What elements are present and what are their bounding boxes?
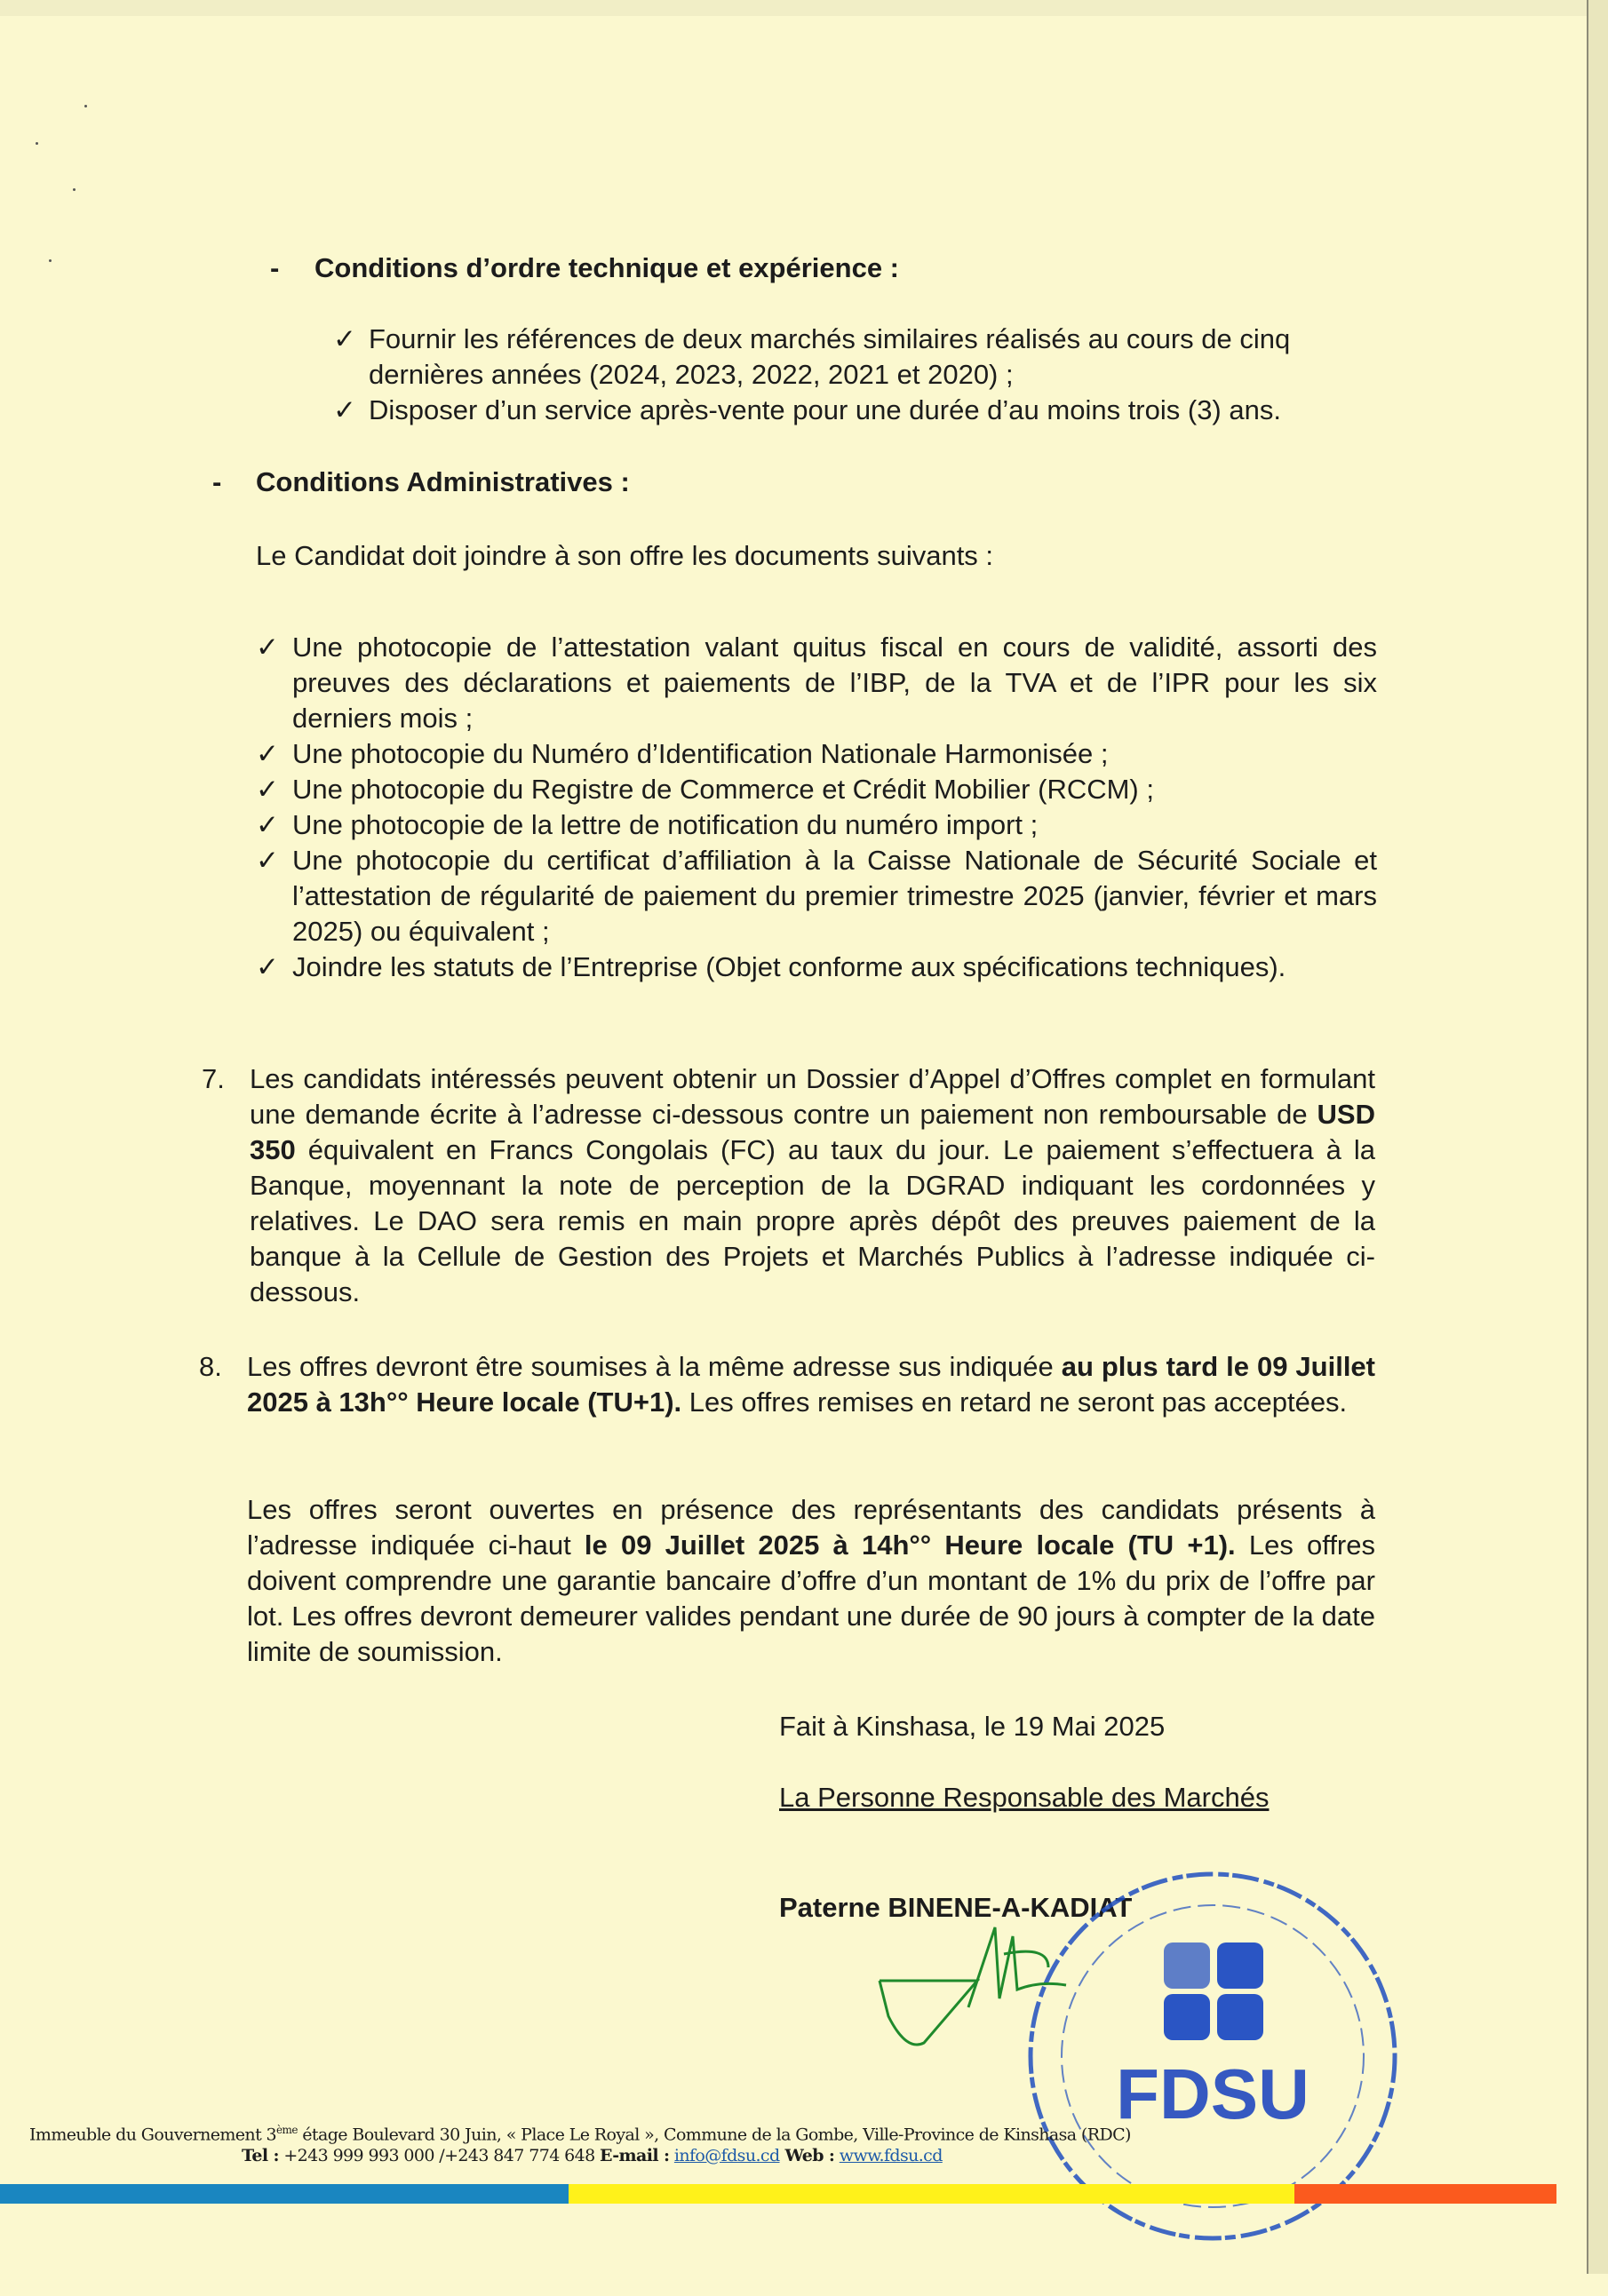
footer-contact [242, 2144, 943, 2167]
text: Les candidats intéressés peuvent obtenir un Dossier d’Appel d’Offres complet en formulant une demande écrite à l’adresse ci-dessous contre un paiement non remboursable de [250, 1063, 1375, 1130]
section-8-number: 8. [199, 1351, 222, 1382]
speck [84, 105, 87, 107]
check-icon: ✓ [256, 809, 279, 840]
section-8-opening [247, 1492, 1375, 1670]
submission-deadline: au plus tard le 09 Juillet 2025 à 13h°° Heure locale (TU+1). [247, 1351, 1375, 1418]
list-item [256, 736, 1377, 772]
technical-heading: Conditions d’ordre technique et expérience : [314, 252, 899, 283]
check-icon: ✓ [256, 845, 279, 876]
text: équivalent en Francs Congolais (FC) au taux du jour. Le paiement s’effectuera à la Banque, moyennant la note de perception de la DGRAD indiquant les cordonnées y relatives. Le DAO sera remis en main propre après dépôt des preuves paiement de la banque à la Cellule de Gestion des Projets et Marchés Publics à l’adresse indiquée ci-dessous. [250, 1134, 1375, 1307]
section-7-text [250, 1061, 1375, 1310]
web-label: Web : [779, 2146, 835, 2165]
website-link[interactable]: www.fdsu.cd [839, 2146, 943, 2165]
administrative-list [256, 630, 1377, 985]
speck [73, 188, 76, 191]
administrative-heading: Conditions Administratives : [256, 466, 630, 497]
check-icon: ✓ [256, 774, 279, 805]
list-item [256, 843, 1377, 949]
list-item-text: Une photocopie de l’attestation valant quitus fiscal en cours de validité, assorti des preuves des déclarations et paiements de l’IBP, de la TVA et de l’IPR pour les six derniers mois ; [292, 632, 1377, 734]
text: Immeuble du Gouvernement 3 [29, 2125, 277, 2145]
list-item [256, 807, 1377, 843]
speck [36, 142, 38, 145]
page-right-edge [1587, 0, 1608, 2274]
speck [49, 259, 52, 262]
email-link[interactable]: info@fdsu.cd [673, 2146, 780, 2165]
administrative-intro: Le Candidat doit joindre à son offre les documents suivants : [256, 540, 994, 571]
page-top-edge [0, 0, 1608, 16]
flag-stripe-orange [1294, 2184, 1556, 2204]
section-7-number: 7. [202, 1063, 225, 1094]
technical-list [333, 322, 1390, 428]
fee-amount: USD 350 [250, 1099, 1375, 1165]
bullet-dash: - [270, 252, 280, 283]
text: ème [276, 2124, 298, 2136]
text: Les offres remises en retard ne seront pas acceptées. [681, 1386, 1348, 1418]
check-icon: ✓ [256, 738, 279, 769]
flag-stripe-blue [0, 2184, 569, 2204]
email-label: E-mail : [600, 2146, 670, 2165]
text: Les offres devront être soumises à la même adresse sus indiquée [247, 1351, 1062, 1382]
opening-date: le 09 Juillet 2025 à 14h°° Heure locale (TU +1). [584, 1529, 1236, 1561]
list-item-text: Une photocopie du certificat d’affiliation à la Caisse Nationale de Sécurité Sociale et l’attestation de régularité de paiement du premier trimestre 2025 (janvier, février et mars 2025) ou équivalent ; [292, 845, 1377, 947]
list-item [333, 393, 1390, 428]
list-item [256, 630, 1377, 736]
list-item [333, 322, 1390, 393]
check-icon: ✓ [256, 632, 279, 663]
handwritten-signature [871, 1919, 1084, 2052]
bullet-dash: - [212, 466, 222, 497]
text: étage Boulevard 30 Juin, « Place Le Royal », Commune de la Gombe, Ville-Province de Kinshasa (RDC) [297, 2125, 1131, 2145]
list-item-text: Une photocopie du Numéro d’Identification Nationale Harmonisée ; [292, 738, 1109, 769]
list-item-text: Disposer d’un service après-vente pour une durée d’au moins trois (3) ans. [369, 394, 1281, 425]
list-item [256, 949, 1377, 985]
list-item-text: Une photocopie du Registre de Commerce et Crédit Mobilier (RCCM) ; [292, 774, 1154, 805]
check-icon: ✓ [256, 951, 279, 982]
tel-label: Tel : [242, 2146, 279, 2165]
list-item-text: Joindre les statuts de l’Entreprise (Objet conforme aux spécifications techniques). [292, 951, 1286, 982]
signatory-title: La Personne Responsable des Marchés [779, 1782, 1270, 1813]
list-item-text: Fournir les références de deux marchés similaires réalisés au cours de cinq dernières années (2024, 2023, 2022, 2021 et 2020) ; [369, 323, 1291, 390]
list-item-text: Une photocopie de la lettre de notification du numéro import ; [292, 809, 1039, 840]
signatory-name: Paterne BINENE-A-KADIAT [779, 1892, 1133, 1923]
phone-numbers: +243 999 993 000 /+243 847 774 648 [278, 2146, 601, 2165]
flag-stripe-yellow [569, 2184, 1294, 2204]
section-8-text [247, 1349, 1375, 1420]
place-date: Fait à Kinshasa, le 19 Mai 2025 [779, 1711, 1166, 1742]
text: Les offres doivent comprendre une garantie bancaire d’offre d’un montant de 1% du prix de l’offre par lot. Les offres devront demeurer valides pendant une durée de 90 jours à compter de la date limite de soumission. [247, 1529, 1375, 1667]
footer-address [29, 2118, 1415, 2146]
stamp-logo-text: FDSU [1116, 2054, 1309, 2133]
check-icon: ✓ [333, 323, 356, 354]
list-item [256, 772, 1377, 807]
check-icon: ✓ [333, 394, 356, 425]
text: Les offres seront ouvertes en présence des représentants des candidats présents à l’adresse indiquée ci-haut [247, 1494, 1375, 1561]
